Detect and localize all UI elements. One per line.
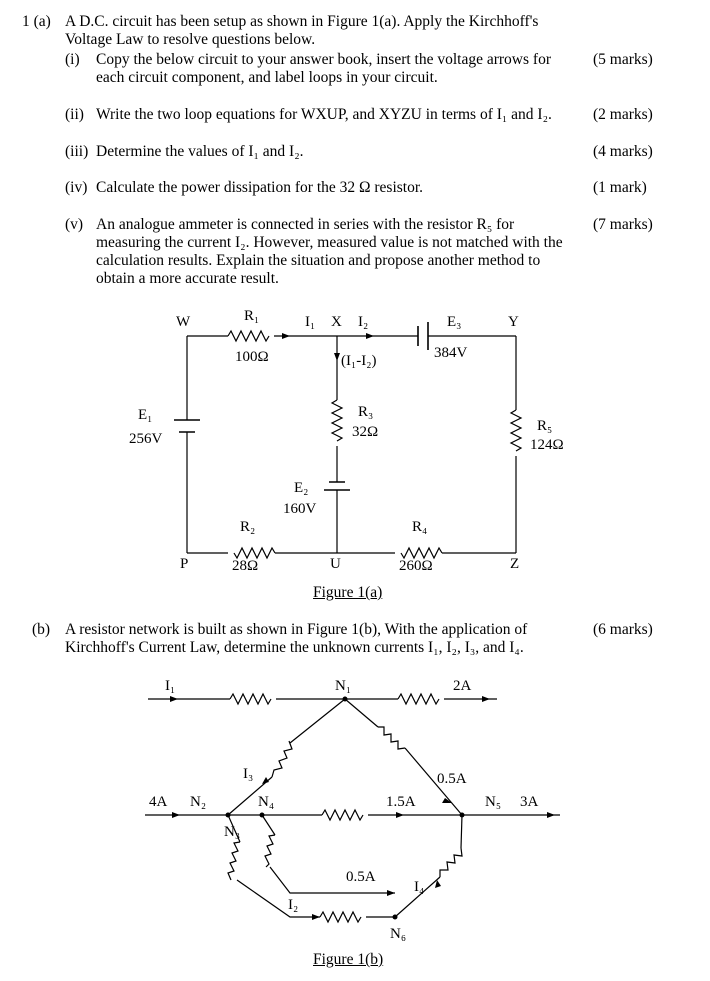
node-n4-dot xyxy=(260,813,265,818)
node-p: P xyxy=(180,556,189,572)
label-i4: I₄ xyxy=(414,879,425,895)
resistor-n6-n5 xyxy=(440,848,462,877)
label-n2: N₂ xyxy=(190,794,207,810)
node-n2-dot xyxy=(226,813,231,818)
r4-value: 260Ω xyxy=(399,558,433,574)
question-number: 1 (a) xyxy=(22,13,51,30)
label-2a: 2A xyxy=(453,678,472,694)
node-u: U xyxy=(330,556,341,572)
marks-i: (5 marks) xyxy=(593,51,653,68)
resistor-n2-n1 xyxy=(272,741,292,777)
node-y: Y xyxy=(508,314,519,330)
item-i-line2: each circuit component, and label loops in your circuit. xyxy=(96,69,438,86)
e1-name: E₁ xyxy=(138,407,153,423)
resistor-bottom xyxy=(320,912,361,922)
label-3a: 3A xyxy=(520,794,539,810)
e2-name: E₂ xyxy=(294,480,309,496)
resistor-middle xyxy=(322,810,363,820)
resistor-top-right xyxy=(398,694,439,704)
arrow-0-5a-top xyxy=(442,798,452,803)
label-n3: N₃ xyxy=(224,824,241,840)
arrow-0-5a-bottom xyxy=(387,890,395,896)
node-n1-dot xyxy=(343,697,348,702)
r3-value: 32Ω xyxy=(352,424,379,440)
label-4a: 4A xyxy=(149,794,168,810)
item-number-iii: (iii) xyxy=(65,143,89,160)
node-z: Z xyxy=(510,556,520,572)
r4-name: R₄ xyxy=(412,519,428,535)
arrow-i1 xyxy=(170,696,178,702)
question-intro-line2: Voltage Law to resolve questions below. xyxy=(65,31,316,48)
item-number-iv: (iv) xyxy=(65,179,88,196)
figure-1a-caption: Figure 1(a) xyxy=(313,584,383,601)
question-b-number: (b) xyxy=(32,621,51,638)
item-v-line1: An analogue ammeter is connected in series with the resistor R₅ for xyxy=(96,216,515,233)
arrow-1-5a xyxy=(396,812,404,818)
label-0-5a-bottom: 0.5A xyxy=(346,869,376,885)
label-i1: I₁ xyxy=(165,678,176,694)
item-number-ii: (ii) xyxy=(65,106,84,123)
r5-name: R₅ xyxy=(537,418,553,434)
label-n6: N₆ xyxy=(390,926,407,942)
question-intro-line1: A D.C. circuit has been setup as shown in Figure 1(a). Apply the Kirchhoff's xyxy=(65,13,539,30)
resistor-top-left xyxy=(230,694,271,704)
e3-value: 384V xyxy=(434,345,468,361)
e1-value: 256V xyxy=(129,431,163,447)
question-b-line1: A resistor network is built as shown in Figure 1(b), With the application of xyxy=(65,621,528,638)
label-i2: I₂ xyxy=(288,897,299,913)
item-iii-line1: Determine the values of I₁ and I₂. xyxy=(96,143,304,160)
r3-name: R₃ xyxy=(358,404,374,420)
label-i2: I₂ xyxy=(358,314,369,330)
label-i1: I₁ xyxy=(305,314,316,330)
marks-ii: (2 marks) xyxy=(593,106,653,123)
item-number-v: (v) xyxy=(65,216,84,233)
r5-value: 124Ω xyxy=(530,437,564,453)
item-v-line2: measuring the current I₂. However, measured value is not matched with the xyxy=(96,234,563,251)
node-w: W xyxy=(176,314,191,330)
label-n1: N₁ xyxy=(335,678,352,694)
item-number-i: (i) xyxy=(65,51,80,68)
arrow-3a xyxy=(547,812,555,818)
figure-1b-caption: Figure 1(b) xyxy=(313,951,384,968)
marks-v: (7 marks) xyxy=(593,216,653,233)
r2-name: R₂ xyxy=(240,519,256,535)
item-i-line1: Copy the below circuit to your answer book, insert the voltage arrows for xyxy=(96,51,551,68)
question-b-line2: Kirchhoff's Current Law, determine the unknown currents I₁, I₂, I₃, and I₄. xyxy=(65,639,524,656)
arrow-4a xyxy=(172,812,180,818)
arrow-i3 xyxy=(262,777,269,784)
resistor-n1-n5 xyxy=(378,727,405,749)
marks-b: (6 marks) xyxy=(593,621,653,638)
marks-iv: (1 mark) xyxy=(593,179,647,196)
label-n4: N₄ xyxy=(258,794,275,810)
r1-name: R₁ xyxy=(244,308,260,324)
label-n5: N₅ xyxy=(485,794,502,810)
r2-value: 28Ω xyxy=(232,558,259,574)
arrow-2a xyxy=(482,696,490,702)
arrow-i2 xyxy=(312,914,320,920)
item-v-line4: obtain a more accurate result. xyxy=(96,270,279,287)
r1-value: 100Ω xyxy=(235,349,269,365)
item-iv-line1: Calculate the power dissipation for the 32 Ω resistor. xyxy=(96,179,424,196)
e3-name: E₃ xyxy=(447,314,462,330)
resistor-n3-n6 xyxy=(228,842,240,880)
node-x: X xyxy=(331,314,342,330)
item-ii-line1: Write the two loop equations for WXUP, and XYZU in terms of I₁ and I₂. xyxy=(96,106,552,123)
e2-value: 160V xyxy=(283,501,317,517)
node-n6-dot xyxy=(393,915,398,920)
marks-iii: (4 marks) xyxy=(593,143,653,160)
item-v-line3: calculation results. Explain the situation and propose another method to xyxy=(96,252,541,269)
resistor-n4-down xyxy=(265,835,275,867)
label-1-5a: 1.5A xyxy=(386,794,416,810)
label-i1-minus-i2: (I₁-I₂) xyxy=(341,353,377,369)
node-n5-dot xyxy=(460,813,465,818)
label-i3: I₃ xyxy=(243,766,254,782)
label-0-5a-top: 0.5A xyxy=(437,771,467,787)
